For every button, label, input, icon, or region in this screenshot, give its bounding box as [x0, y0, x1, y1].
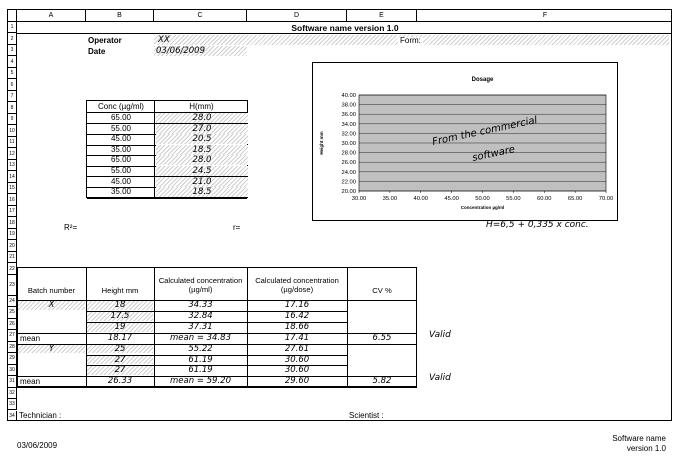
calibration-conc-cell: 65.00 — [110, 155, 132, 165]
row-header: 22 — [8, 263, 17, 274]
calibration-height-value: 18.5 — [192, 144, 212, 155]
row-header: 15 — [8, 183, 17, 194]
conc-dose-value: 30.60 — [284, 365, 310, 376]
r-squared-label: R²= — [64, 223, 78, 232]
footer-date: 03/06/2009 — [17, 441, 58, 450]
row-header: 28 — [8, 342, 17, 353]
date-label: Date — [88, 47, 106, 56]
row-header: 33 — [8, 399, 17, 410]
operator-label: Operator — [88, 36, 122, 45]
row-header: 34 — [8, 411, 17, 422]
calibration-conc-cell: 65.00 — [110, 113, 132, 122]
regression-equation: H=6,5 + 0,335 x conc. — [486, 220, 589, 230]
calibration-conc-cell: 55.00 — [110, 166, 132, 175]
row-header: 7 — [8, 91, 17, 102]
row-header: 11 — [8, 137, 17, 148]
calibration-conc-cell: 55.00 — [110, 123, 132, 133]
row-header: 27 — [8, 330, 17, 341]
row-header: 26 — [8, 319, 17, 330]
conc-ml-value: 61.19 — [188, 354, 213, 365]
chart-title: Dosage — [471, 77, 494, 83]
y-axis-label: Height mm — [319, 131, 324, 155]
y-tick-label: 32.00 — [341, 131, 356, 138]
scientist-label: Scientist : — [349, 411, 384, 420]
calibration-height-value: 28.0 — [192, 155, 212, 166]
conc-ml-value: 37.31 — [188, 321, 213, 332]
x-tick-label: 65.00 — [567, 196, 583, 202]
row-header: 14 — [8, 171, 17, 182]
row-header: 6 — [8, 79, 17, 90]
mean-label: mean — [20, 377, 41, 387]
x-tick-label: 35.00 — [382, 196, 398, 202]
dosage-chart — [312, 62, 618, 221]
conc-dose-value: 27.61 — [284, 343, 310, 354]
mean-label: mean — [20, 333, 41, 343]
row-header: 4 — [8, 56, 17, 67]
corner-cell — [8, 10, 17, 22]
column-header-a: A — [17, 10, 86, 22]
calibration-table — [86, 100, 248, 198]
row-header: 8 — [8, 102, 17, 113]
r-label: r= — [233, 223, 241, 232]
results-col-divider — [347, 267, 348, 387]
row-header: 29 — [8, 353, 17, 364]
conc-ml-value: 32.84 — [188, 310, 213, 321]
calibration-height-value: 28.0 — [192, 113, 212, 123]
conc-ml-value: 55.22 — [188, 343, 213, 354]
mean-conc: mean = 59.20 — [170, 376, 231, 387]
y-tick-label: 28.00 — [341, 150, 356, 157]
results-header-2: Calculated concentration (µg/ml) — [158, 276, 243, 294]
batch-id: Y — [48, 343, 55, 354]
column-header-b: B — [86, 10, 154, 22]
row-header: 20 — [8, 240, 17, 251]
date-value: 03/06/2009 — [156, 46, 205, 56]
mean-dose: 17.41 — [284, 332, 310, 343]
results-header-0: Batch number — [27, 286, 76, 295]
x-tick-label: 30.00 — [351, 196, 367, 202]
results-header-3: Calculated concentration (µg/dose) — [255, 276, 339, 294]
row-header: 30 — [8, 365, 17, 376]
row-header: 9 — [8, 114, 17, 125]
row-header: 31 — [8, 376, 17, 387]
conc-dose-value: 17.16 — [284, 300, 310, 310]
conc-dose-value: 30.60 — [284, 354, 310, 365]
conc-dose-value: 16.42 — [284, 310, 310, 321]
y-tick-label: 36.00 — [341, 112, 356, 119]
x-axis-label: Concentration µg/ml — [460, 205, 505, 210]
mean-dose: 29.60 — [284, 376, 310, 387]
row-header: 16 — [8, 194, 17, 205]
calibration-height-value: 18.5 — [192, 187, 212, 198]
mean-divider-bottom — [17, 387, 417, 388]
y-tick-label: 20.00 — [341, 189, 356, 195]
height-value: 18 — [114, 300, 126, 310]
dosage-chart-svg — [313, 63, 619, 222]
spreadsheet — [7, 9, 672, 421]
x-tick-label: 70.00 — [598, 196, 614, 202]
column-header-f: F — [417, 10, 672, 22]
x-tick-label: 50.00 — [475, 196, 490, 202]
calibration-header-conc: Conc (µg/ml) — [98, 102, 144, 111]
y-tick-label: 26.00 — [341, 160, 356, 167]
chart-annotation-line-2: software — [471, 144, 517, 164]
validity-note: Valid — [429, 329, 451, 340]
x-tick-label: 55.00 — [506, 196, 521, 202]
row-header: 32 — [8, 388, 17, 399]
y-tick-label: 38.00 — [341, 102, 356, 109]
row-header: 17 — [8, 206, 17, 217]
height-value: 17.5 — [110, 310, 130, 321]
row-header: 18 — [8, 217, 17, 228]
row-header: 19 — [8, 229, 17, 240]
technician-label: Technician : — [19, 411, 62, 420]
row-header: 13 — [8, 160, 17, 171]
x-tick-label: 45.00 — [444, 196, 459, 202]
calibration-height-value: 20.5 — [192, 134, 212, 145]
calibration-height-value: 24.5 — [192, 166, 212, 176]
mean-height: 26.33 — [107, 376, 133, 387]
calibration-conc-cell: 45.00 — [110, 176, 132, 186]
column-header-c: C — [154, 10, 247, 22]
row-header: 2 — [8, 33, 17, 44]
height-value: 19 — [114, 321, 126, 332]
y-tick-label: 30.00 — [341, 141, 356, 147]
validity-note: Valid — [429, 373, 451, 384]
calibration-conc-cell: 35.00 — [110, 187, 132, 197]
row-header: 21 — [8, 252, 17, 263]
row-header: 25 — [8, 307, 17, 318]
cv-value: 6.55 — [372, 332, 392, 343]
mean-height: 18.17 — [107, 332, 133, 343]
form-label: Form: — [400, 36, 421, 45]
column-header-d: D — [247, 10, 347, 22]
calibration-header-h: H(mm) — [189, 102, 214, 111]
operator-value: XX — [158, 35, 170, 45]
row-header: 24 — [8, 296, 17, 307]
row-header: 12 — [8, 148, 17, 159]
calibration-height-value: 27.0 — [192, 123, 212, 134]
conc-dose-value: 18.66 — [284, 321, 310, 332]
y-tick-label: 40.00 — [341, 93, 356, 99]
row-header: 23 — [8, 275, 17, 296]
x-tick-label: 60.00 — [536, 196, 552, 202]
mean-conc: mean = 34.83 — [170, 332, 231, 343]
cv-value: 5.82 — [372, 376, 392, 387]
y-tick-label: 34.00 — [341, 121, 356, 128]
height-value: 27 — [114, 354, 126, 365]
conc-ml-value: 61.19 — [188, 365, 213, 376]
results-header-4: CV % — [372, 286, 392, 295]
y-tick-label: 24.00 — [341, 169, 356, 176]
footer-software-name: Software name — [612, 434, 666, 443]
sheet-title: Software name version 1.0 — [17, 23, 672, 34]
row-header: 3 — [8, 45, 17, 56]
row-header: 5 — [8, 68, 17, 79]
height-value: 25 — [114, 343, 126, 354]
row-header: 1 — [8, 22, 17, 33]
footer-software-version: version 1.0 — [626, 444, 666, 453]
height-value: 27 — [114, 365, 126, 376]
column-header-e: E — [347, 10, 417, 22]
row-header: 10 — [8, 125, 17, 136]
x-tick-label: 40.00 — [413, 196, 429, 202]
y-tick-label: 22.00 — [341, 179, 356, 186]
calibration-height-value: 21.0 — [192, 176, 212, 187]
conc-ml-value: 34.33 — [188, 300, 213, 310]
chart-annotation-line-1: From the commercial — [431, 114, 539, 148]
calibration-conc-cell: 45.00 — [110, 134, 132, 144]
calibration-conc-cell: 35.00 — [110, 144, 132, 154]
results-header-1: Height mm — [101, 286, 139, 295]
batch-id: X — [48, 300, 55, 310]
